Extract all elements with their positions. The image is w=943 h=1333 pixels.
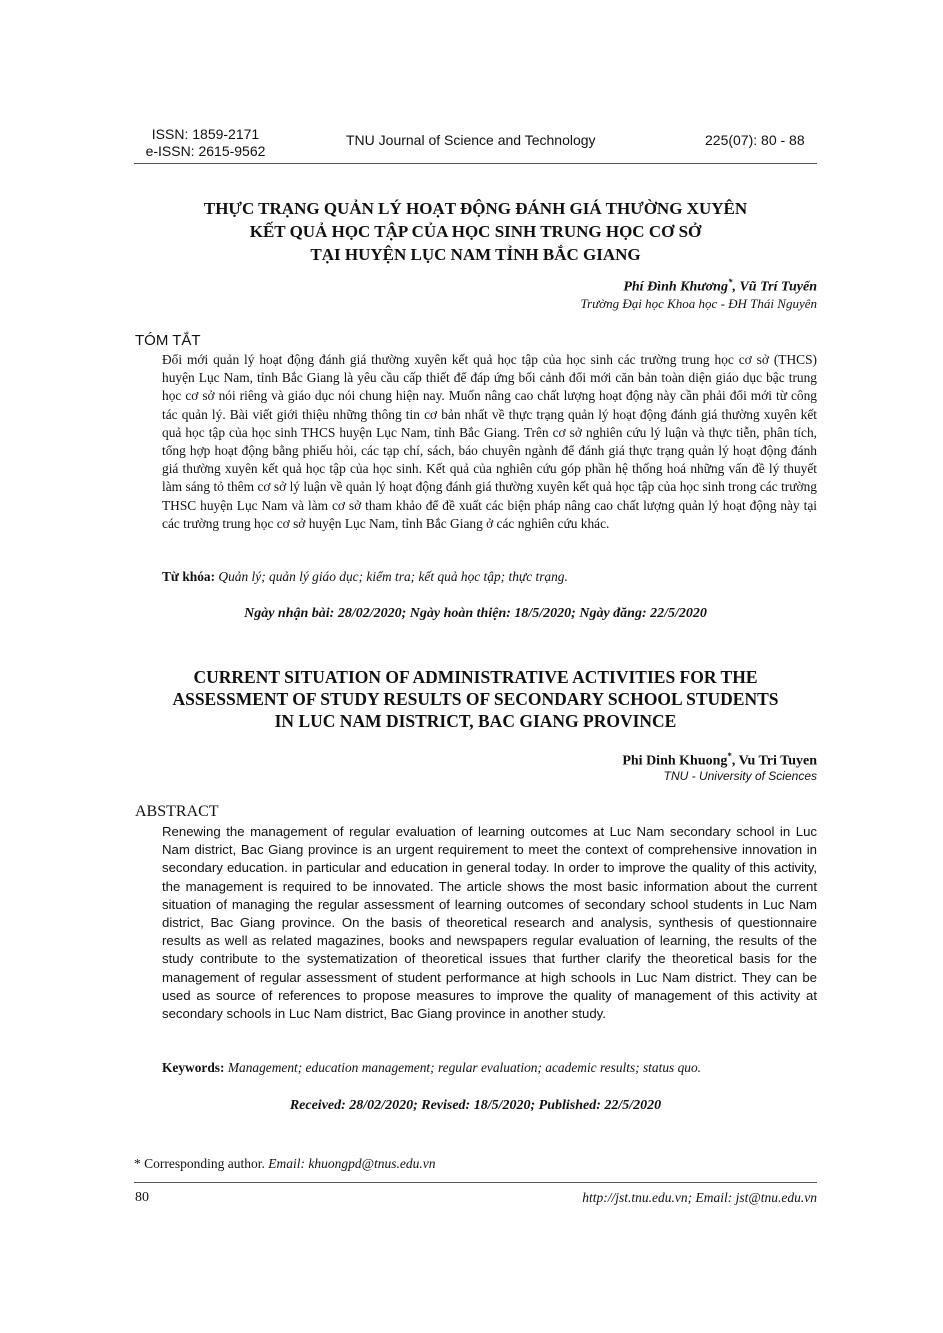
header-divider [134,163,817,164]
email-label: Email: [268,1156,305,1171]
en-keywords-text: Management; education management; regular evaluation; academic results; status quo. [227,1060,702,1075]
vn-title-line: KẾT QUẢ HỌC TẬP CỦA HỌC SINH TRUNG HỌC CƠ SỞ [249,222,702,241]
en-affiliation: TNU - University of Sciences [663,769,817,783]
vn-abstract-heading: TÓM TẮT [135,332,201,349]
volume-pages: 225(07): 80 - 88 [705,132,805,148]
en-keywords-label: Keywords: [162,1060,225,1075]
journal-url-link[interactable]: http://jst.tnu.edu.vn; Email: jst@tnu.edu.vn [582,1190,817,1205]
en-abstract-heading: ABSTRACT [135,803,219,820]
en-title [134,666,817,732]
vn-dates: Ngày nhận bài: 28/02/2020; Ngày hoàn thiện: 18/5/2020; Ngày đăng: 22/5/2020 [244,606,707,621]
eissn: e-ISSN: 2615-9562 [145,143,266,159]
corresponding-mark: * [727,277,733,287]
corresponding-label: * Corresponding author. [134,1156,265,1171]
en-authors [622,751,817,770]
page-number: 80 [135,1190,149,1205]
en-author-2: , Vu Tri Tuyen [731,753,817,769]
en-dates: Received: 28/02/2020; Revised: 18/5/2020; Published: 22/5/2020 [289,1098,662,1113]
vn-keywords [162,569,817,585]
en-title-line: IN LUC NAM DISTRICT, BAC GIANG PROVINCE [274,711,677,731]
author-email-link[interactable]: khuongpd@tnus.edu.vn [308,1156,436,1171]
vn-title-line: TẠI HUYỆN LỤC NAM TỈNH BẮC GIANG [310,245,641,264]
en-title-line: CURRENT SITUATION OF ADMINISTRATIVE ACTIVITIES FOR THE [193,667,758,687]
vn-author-2: , Vũ Trí Tuyển [732,279,817,295]
corresponding-footnote [134,1156,436,1172]
vn-affiliation: Trường Đại học Khoa học - ĐH Thái Nguyên [580,296,817,311]
issn: ISSN: 1859-2171 [151,126,260,142]
footer-divider [134,1182,817,1183]
vn-abstract-text: Đổi mới quản lý hoạt động đánh giá thường xuyên kết quả học tập của học sinh các trường trung học cơ sở (THCS) huyện Lục Nam, tỉnh Bắc Giang là yêu cầu cấp thiết để đáp ứng bối cảnh đổi mới căn bản toàn diện giáo dục bậc trung học cơ sở nói riêng và giáo dục nói chung hiện nay. Muốn nâng cao chất lượng hoạt động này cần phải đổi mới từ công tác quản lý. Bài viết giới thiệu những thông tin cơ bản nhất về thực trạng quản lý hoạt động đánh giá thường xuyên kết quả học tập của học sinh THCS huyện Lục Nam, tỉnh Bắc Giang. Trên cơ sở nghiên cứu lý luận và thực tiễn, phân tích, tổng hợp hoạt động bằng phiếu hỏi, các tạp chí, sách, báo chuyên ngành để đánh giá thực trạng quản lý hoạt động đánh giá thường xuyên kết quả học tập của học sinh. Kết quả của nghiên cứu góp phần hệ thống hoá những vấn đề lý thuyết làm sáng tỏ thêm cơ sở lý luận về quản lý hoạt động đánh giá thường xuyên kết quả học tập của học sinh trong các trường THSC huyện Lục Nam và làm cơ sở tham khảo để đề xuất các biện pháp nâng cao chất lượng quản lý hoạt động này tại các trường trung học cơ sở huyện Lục Nam, tỉnh Bắc Giang ở các nghiên cứu khác. [162,352,817,531]
vn-title-line: THỰC TRẠNG QUẢN LÝ HOẠT ĐỘNG ĐÁNH GIÁ THƯỜNG XUYÊN [203,199,748,218]
vn-author-1: Phí Đình Khương [623,279,728,295]
corresponding-mark: * [727,751,732,761]
vn-keywords-text: Quản lý; quản lý giáo dục; kiểm tra; kết quả học tập; thực trạng. [218,569,568,584]
en-abstract-text: Renewing the management of regular evaluation of learning outcomes at Luc Nam secondary school in Luc Nam district, Bac Giang province is an urgent requirement to meet the context of comprehensive innovation in secondary education. in particular and education in general today. In order to improve the quality of this activity, the management is required to be innovated. The article shows the most basic information about the current situation of managing the regular assessment of learning outcomes of secondary school students in Luc Nam district, Bac Giang province. On the basis of theoretical research and analysis, synthesis of questionnaire results as well as related magazines, books and newspapers regular evaluation of learning, the results of the study contribute to the systematization of theoretical issues that further clarify the theoretical basis for the management of regular assessment of student performance at high schools in Luc Nam district. They can be used as source of references to propose measures to improve the quality of management of this activity at secondary schools in Luc Nam district, Bac Giang province in another study. [162,824,817,1022]
issn-block [138,126,273,160]
journal-name: TNU Journal of Science and Technology [346,132,596,148]
vn-keywords-label: Từ khóa: [162,569,216,584]
en-keywords [162,1060,817,1076]
vn-authors [623,277,817,296]
en-author-1: Phi Dinh Khuong [622,753,728,769]
vn-title [134,197,817,266]
en-title-line: ASSESSMENT OF STUDY RESULTS OF SECONDARY SCHOOL STUDENTS [172,689,779,709]
